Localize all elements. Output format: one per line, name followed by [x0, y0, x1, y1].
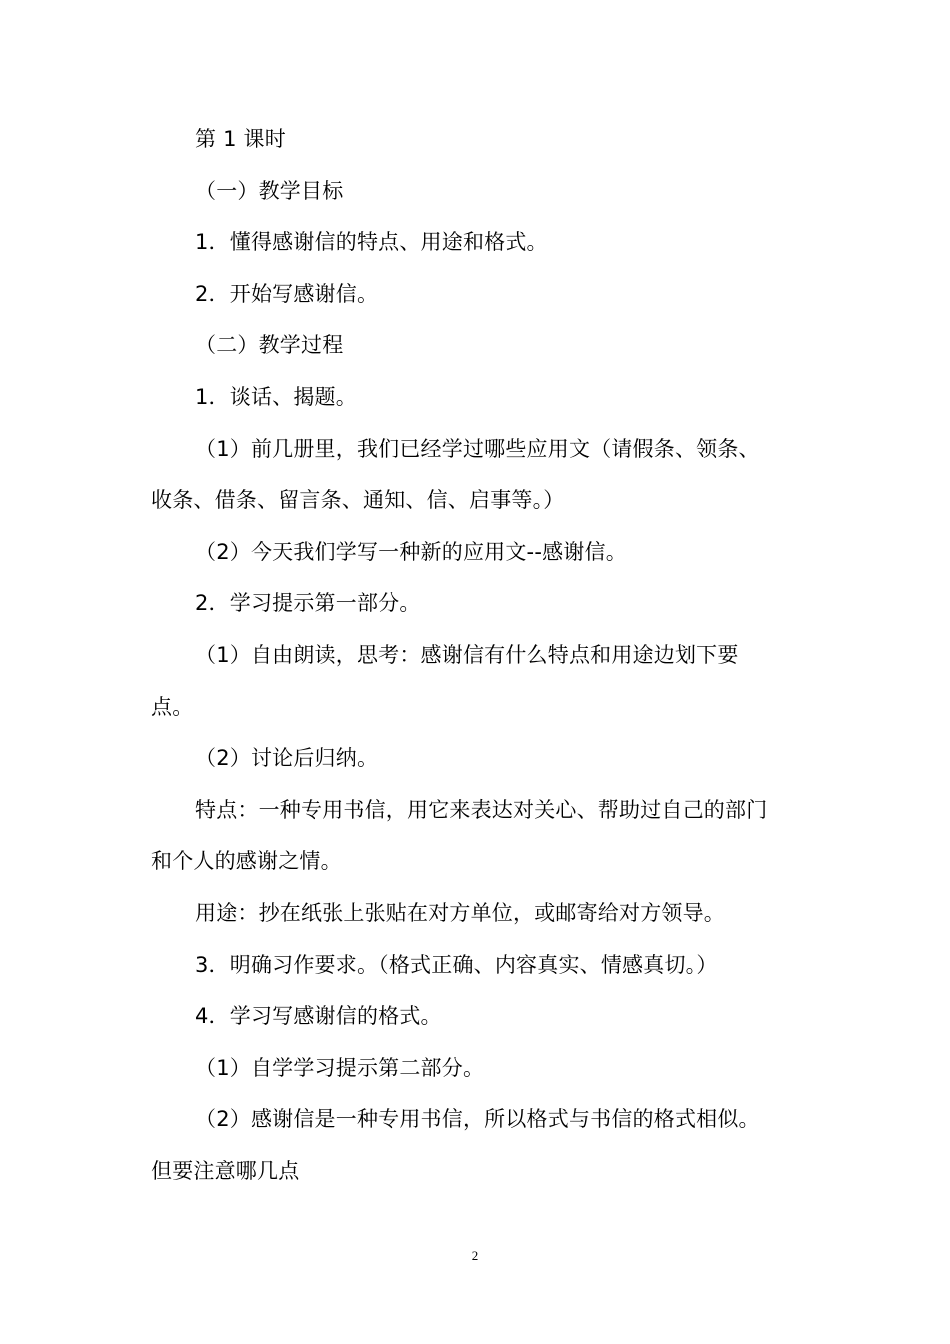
paragraph-line: 用途：抄在纸张上张贴在对方单位，或邮寄给对方领导。: [195, 900, 725, 925]
paragraph-line: 但要注意哪几点: [151, 1158, 300, 1183]
lesson-title: 第 1 课时: [195, 127, 286, 151]
paragraph-line: （1）前几册里，我们已经学过哪些应用文（请假条、领条、: [195, 436, 760, 461]
process-step-3: 3．明确习作要求。（格式正确、内容真实、情感真切。）: [195, 952, 718, 977]
process-step-2: 2．学习提示第一部分。: [195, 591, 421, 616]
process-step-1: 1．谈话、揭题。: [195, 384, 357, 409]
lesson-text: [151, 114, 811, 1197]
paragraph-line: （2）感谢信是一种专用书信，所以格式与书信的格式相似。: [195, 1107, 760, 1132]
paragraph-line: 点。: [151, 694, 194, 719]
paragraph-line: （1）自学学习提示第二部分。: [195, 1055, 485, 1080]
section-heading-process: （二）教学过程: [195, 333, 344, 358]
paragraph-line: 特点：一种专用书信，用它来表达对关心、帮助过自己的部门: [195, 797, 768, 822]
page-number: 2: [471, 1248, 479, 1263]
paragraph-line: （2）今天我们学写一种新的应用文--感谢信。: [195, 539, 627, 564]
paragraph-line: （1）自由朗读，思考：感谢信有什么特点和用途边划下要: [195, 642, 739, 667]
goal-item-2: 2．开始写感谢信。: [195, 281, 379, 306]
section-heading-goals: （一）教学目标: [195, 178, 344, 203]
paragraph-line: 和个人的感谢之情。: [151, 849, 342, 874]
paragraph-line: 收条、借条、留言条、通知、信、启事等。）: [151, 488, 565, 513]
goal-item-1: 1．懂得感谢信的特点、用途和格式。: [195, 230, 548, 255]
paragraph-line: （2）讨论后归纳。: [195, 746, 379, 771]
process-step-4: 4．学习写感谢信的格式。: [195, 1004, 442, 1029]
